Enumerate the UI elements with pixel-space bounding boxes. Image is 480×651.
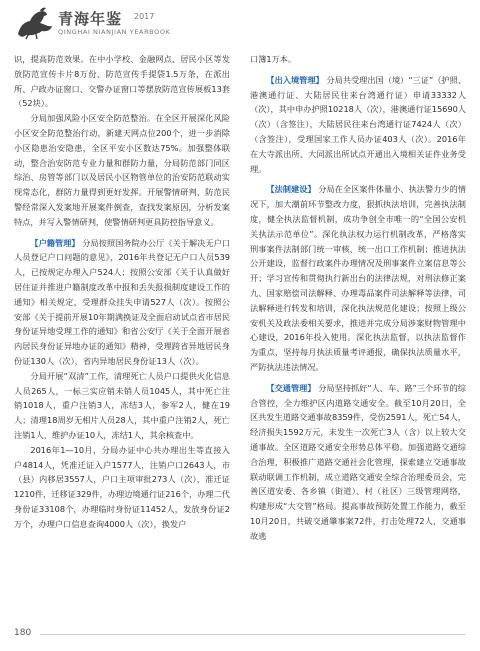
paragraph: 口簿1万本。	[250, 54, 297, 64]
yearbook-title: 青海年鉴	[58, 10, 123, 28]
section-body: 分局坚持抓好“人、车、路”三个环节的综合管控，全力维护区内道路交通安全。截至10月20日，全区共发生道路交通事故8359件，受伤2591人，死亡54人，经济损失1592万元，未发生一次死亡3人（含）以上较大交通事故。全区道路交通安全形势总体平稳。加强道路交通综合治理，积极推广道路交通社会化管理，探索建立交通事故联动联调工作机制，成立道路交通安全综合治理委员会，完善区道安委、各乡镇（街道）、村（社区）三级管理网络，构建形成“大交管”格局。提高事故预防处置工作能力，截至10月20日，共破交通肇事案72件，打击处理72人，交通事故逃	[250, 382, 466, 541]
paragraph: 识，提高防范效果。在中小学校、金融网点、居民小区等发放防范宣传卡片8万份、防范宣传手提袋1.5万条，在派出所、户政办证窗口、交警办证窗口等摆放防范宣传展板13套（52块）。	[14, 54, 230, 109]
right-column	[250, 52, 466, 544]
section-body: 分局共受理出国（境）“三证”（护照、港澳通行证、大陆居民往来台湾通行证）申请33332人（次），其中申办护照10218人（次），港澳通行证15690人（次）（含签注），大陆居民往来台湾通行证7424人（次）（含签注），受理国家工作人员办证403人（次）。2016年在大寺派出所、大同派出所试点开通出入境相关证件业务受理。	[250, 74, 467, 174]
horse-logo-icon	[14, 6, 58, 40]
paragraph: 2016年1—10月，分局办证中心共办理出生等直接入户4814人，凭准迁证入户1577人，注销户口2643人，市（县）内移居3557人，户口主项审批273人（次），准迁证1210件，迁移证329件，办理边境通行证216个，办理二代身份证33108个，办理临时身份证11452人，发放身份证2万个，办理户口信息查询4000人（次），换发户	[14, 444, 230, 529]
section-household-registration	[14, 236, 230, 369]
section-body: 分局按照国务院办公厅《关于解决无户口人员登记户口问题的意见》，2016年共登记无户口人员539人，已按规定办理入户524人；按照公安部《关于认真做好居住证并推进户籍制度改革中报和丢失报损制度建设工作的通知》相关规定，受理群众挂失申请527人（次）。按照公安部《关于提前开展10年期满换证及全面启动试点省市居民身份证异地受理工作的通知》和省公安厅《关于全面开展省内居民身份证异地办证的通知》精神，受理跨省异地居民身份证130人（次），省内异地居民身份证13人（次）。	[14, 237, 230, 366]
section-traffic-management	[250, 381, 466, 544]
page-header	[14, 6, 466, 46]
yearbook-year: 2017	[134, 12, 155, 21]
paragraph: 分局开展“双清”工作，清理死亡人员户口提供火化信息人员265人，一标三实应销未销人员1045人，其中死亡注销1018人，重户注销3人，冻结3人，参军2人，健在19人；清理18周岁无相片人员28人，其中重户注销2人，死亡注销1人，维护办证10人，冻结1人，其余核查中。	[14, 370, 230, 440]
section-body: 分局在全区案件体量小、执法警力少的情况下，加大潮前环节整改力度，狠抓执法培训，完善执法制度，健全执法监督机制，成功争创全市唯一的“全国公安机关执法示范单位”。深化执法权力运行机制改革，严格落实刑事案件法制部门统一审核、统一出口工作机制；推进执法公开建设，监督行政案件办理情况及刑事案件立案信息等公开；学习宣传和贯彻执行新出台的法律法规，对刑法修正案九、国家赔偿司法解释、办理毒品案件司法解释等法律，司法解释进行转发和培训，深化执法规范化建设；按照上级公安机关及政法委相关要求，推进并完成分局涉案财物管理中心建设，2016年投入使用。深化执法监督，以执法监督作为重点，坚持每月执法质量考评通报，确保执法质量水平，严防执法违法情况。	[250, 184, 466, 372]
paragraph: 分局加强风险小区安全防范整治。在全区开展深化风险小区安全防范整治行动，新建天网点位200个，进一步消除小区隐患治安隐患，全区平安小区数达75%。加强整体联动，整合治安防范专业力量和群防力量，分局防范部门同区综治、房管等部门以及居民小区物管单位的治安防范联动实现常态化，群防力量得到更好发挥。开展警情研判，防范民警经常深入发案地开展案件倒查，查找发案原因，分析发案特点，并写入警情研判，使警情研判更具防控指导意义。	[14, 113, 230, 227]
section-tag: 【法制建设】	[266, 184, 316, 195]
section-tag: 【交通管理】	[266, 382, 316, 393]
section-legal-construction	[250, 182, 466, 374]
left-column	[14, 52, 230, 532]
section-exit-entry	[250, 73, 466, 177]
yearbook-subtitle: QINGHAI NIANJIAN YEARBOOK	[58, 28, 171, 36]
footer-divider	[40, 634, 466, 635]
section-tag: 【户籍管理】	[30, 237, 80, 248]
section-tag: 【出入境管理】	[266, 74, 324, 85]
page-number: 180	[14, 628, 32, 638]
